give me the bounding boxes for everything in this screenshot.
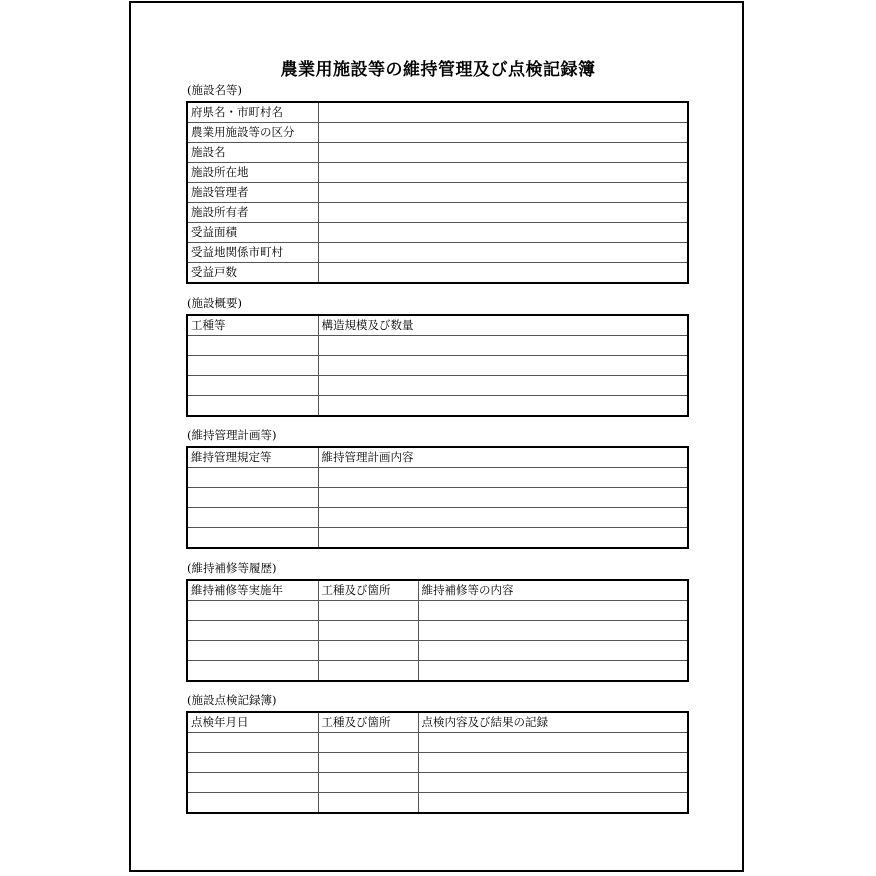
- table-cell[interactable]: [418, 733, 688, 753]
- table-cell[interactable]: [318, 793, 418, 814]
- table-cell[interactable]: [318, 468, 688, 488]
- table-cell[interactable]: [418, 753, 688, 773]
- table-cell[interactable]: [187, 488, 318, 508]
- row-value-field[interactable]: [318, 263, 688, 284]
- section-label-inspection-log: (施設点検記録簿): [187, 693, 277, 707]
- table-header-row: [187, 580, 688, 601]
- table-cell[interactable]: [418, 793, 688, 814]
- header-cell: 維持管理計画内容: [318, 447, 688, 468]
- table-row: [187, 753, 688, 773]
- table-cell[interactable]: [187, 621, 318, 641]
- table-row: [187, 376, 688, 396]
- section-label-repair-history: (維持補修等履歴): [187, 561, 277, 575]
- table-row: [187, 396, 688, 417]
- table-header-row: [187, 315, 688, 336]
- table-row: [187, 773, 688, 793]
- table-cell[interactable]: [318, 356, 688, 376]
- header-cell: 工種及び箇所: [318, 580, 418, 601]
- header-cell: 点検内容及び結果の記録: [418, 712, 688, 733]
- row-value-field[interactable]: [318, 123, 688, 143]
- row-label: 受益面積: [187, 223, 318, 243]
- table-cell[interactable]: [318, 601, 418, 621]
- table-cell[interactable]: [318, 528, 688, 549]
- header-cell: 点検年月日: [187, 712, 318, 733]
- section-label-facility-name: (施設名等): [187, 83, 242, 97]
- table-cell[interactable]: [187, 468, 318, 488]
- table-cell[interactable]: [187, 601, 318, 621]
- section-label-maintenance-plan: (維持管理計画等): [187, 428, 277, 442]
- row-label: 受益戸数: [187, 263, 318, 284]
- repair-history-table: [186, 579, 689, 682]
- table-cell[interactable]: [187, 641, 318, 661]
- table-cell[interactable]: [318, 396, 688, 417]
- table-cell[interactable]: [187, 356, 318, 376]
- row-label: 施設所有者: [187, 203, 318, 223]
- inspection-log-table: [186, 711, 689, 814]
- row-value-field[interactable]: [318, 203, 688, 223]
- table-cell[interactable]: [318, 661, 418, 682]
- header-cell: 維持補修等実施年: [187, 580, 318, 601]
- document-title: 農業用施設等の維持管理及び点検記録簿: [280, 60, 596, 80]
- table-row: [187, 641, 688, 661]
- table-row: [187, 263, 688, 284]
- table-row: [187, 621, 688, 641]
- table-cell[interactable]: [318, 508, 688, 528]
- row-label: 施設管理者: [187, 183, 318, 203]
- table-cell[interactable]: [318, 733, 418, 753]
- table-cell[interactable]: [318, 336, 688, 356]
- header-cell: 構造規模及び数量: [318, 315, 688, 336]
- row-label: 受益地関係市町村: [187, 243, 318, 263]
- table-row: [187, 203, 688, 223]
- row-label: 施設名: [187, 143, 318, 163]
- table-row: [187, 223, 688, 243]
- section-label-facility-overview: (施設概要): [187, 296, 242, 310]
- table-row: [187, 336, 688, 356]
- table-cell[interactable]: [187, 376, 318, 396]
- row-label: 府県名・市町村名: [187, 102, 318, 123]
- table-cell[interactable]: [318, 753, 418, 773]
- table-row: [187, 102, 688, 123]
- row-value-field[interactable]: [318, 183, 688, 203]
- table-cell[interactable]: [418, 641, 688, 661]
- facility-overview-table: [186, 314, 689, 417]
- table-cell[interactable]: [187, 733, 318, 753]
- maintenance-plan-table: [186, 446, 689, 549]
- header-cell: 維持補修等の内容: [418, 580, 688, 601]
- table-cell[interactable]: [187, 773, 318, 793]
- table-row: [187, 356, 688, 376]
- table-cell[interactable]: [418, 773, 688, 793]
- table-cell[interactable]: [318, 641, 418, 661]
- table-cell[interactable]: [187, 753, 318, 773]
- table-row: [187, 488, 688, 508]
- table-row: [187, 793, 688, 814]
- facility-name-table: [186, 101, 689, 284]
- table-row: [187, 243, 688, 263]
- table-cell[interactable]: [418, 601, 688, 621]
- table-cell[interactable]: [318, 488, 688, 508]
- table-cell[interactable]: [318, 773, 418, 793]
- table-row: [187, 143, 688, 163]
- table-row: [187, 123, 688, 143]
- table-cell[interactable]: [418, 661, 688, 682]
- table-cell[interactable]: [187, 661, 318, 682]
- table-cell[interactable]: [187, 528, 318, 549]
- table-cell[interactable]: [318, 376, 688, 396]
- table-row: [187, 528, 688, 549]
- table-header-row: [187, 712, 688, 733]
- row-value-field[interactable]: [318, 223, 688, 243]
- table-cell[interactable]: [187, 336, 318, 356]
- header-cell: 維持管理規定等: [187, 447, 318, 468]
- table-cell[interactable]: [187, 793, 318, 814]
- table-row: [187, 508, 688, 528]
- row-value-field[interactable]: [318, 243, 688, 263]
- row-value-field[interactable]: [318, 102, 688, 123]
- header-cell: 工種及び箇所: [318, 712, 418, 733]
- table-cell[interactable]: [418, 621, 688, 641]
- table-row: [187, 183, 688, 203]
- table-cell[interactable]: [318, 621, 418, 641]
- table-header-row: [187, 447, 688, 468]
- row-value-field[interactable]: [318, 163, 688, 183]
- table-row: [187, 601, 688, 621]
- table-row: [187, 661, 688, 682]
- table-row: [187, 733, 688, 753]
- table-cell[interactable]: [187, 396, 318, 417]
- table-cell[interactable]: [187, 508, 318, 528]
- header-cell: 工種等: [187, 315, 318, 336]
- row-label: 施設所在地: [187, 163, 318, 183]
- table-row: [187, 468, 688, 488]
- table-row: [187, 163, 688, 183]
- row-label: 農業用施設等の区分: [187, 123, 318, 143]
- row-value-field[interactable]: [318, 143, 688, 163]
